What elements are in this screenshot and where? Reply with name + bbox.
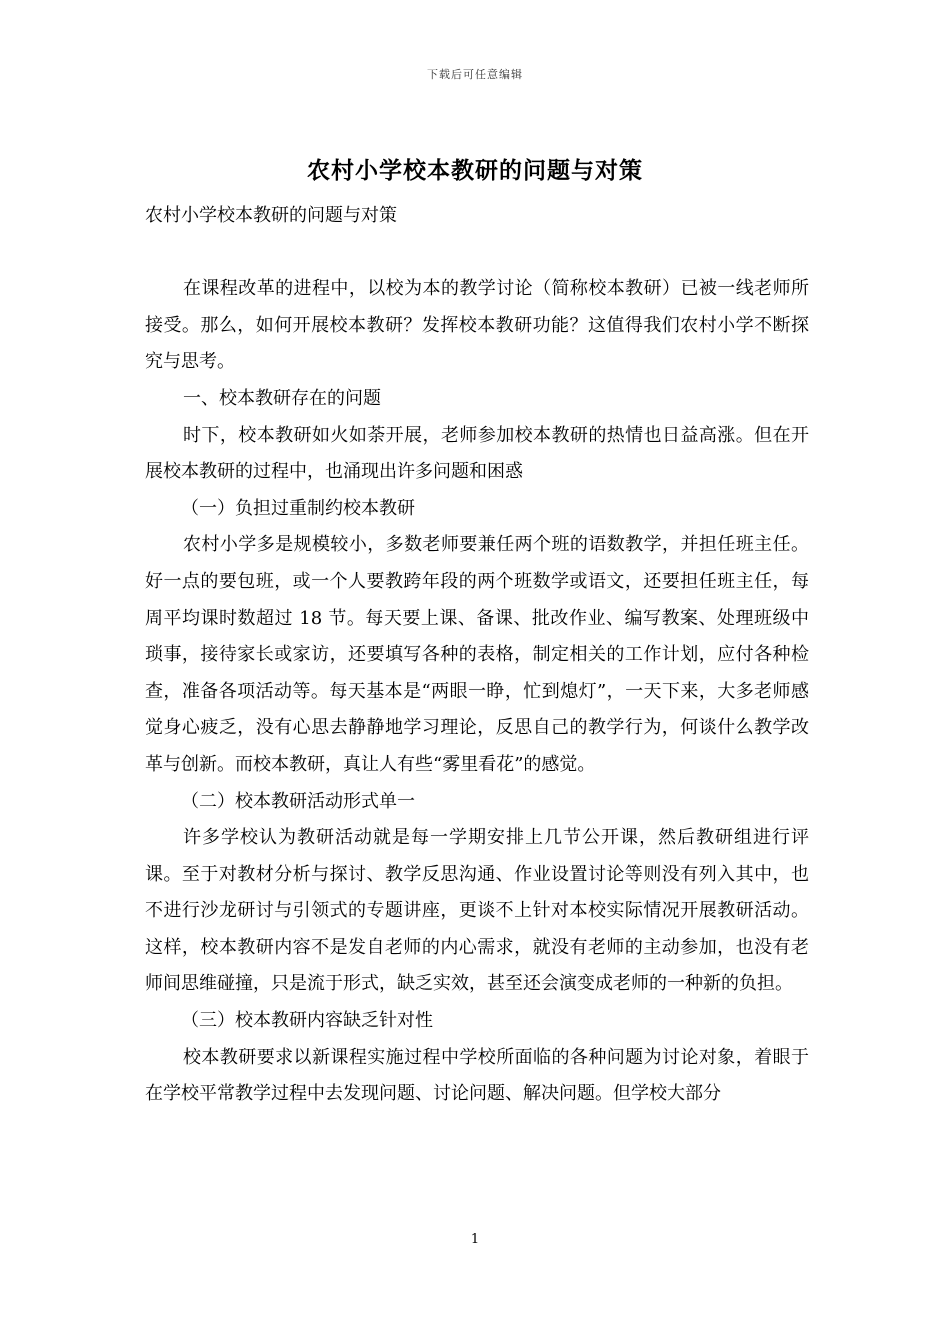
document-title: 农村小学校本教研的问题与对策 — [307, 157, 643, 184]
section-heading-1: 一、校本教研存在的问题 — [183, 387, 381, 409]
subsection-heading-3: （三）校本教研内容缺乏针对性 — [181, 1010, 433, 1032]
paragraph-intro: 在课程改革的进程中，以校为本的教学讨论（简称校本教研）已被一线老师所接受。那么，如何开展校本教研？发挥校本教研功能？这值得我们农村小学不断探究与思考。 — [145, 278, 809, 373]
header-note: 下载后可任意编辑 — [427, 68, 523, 81]
paragraph: 时下，校本教研如火如荼开展，老师参加校本教研的热情也日益高涨。但在开展校本教研的过程中，也涌现出许多问题和困惑 — [145, 424, 809, 483]
subsection-heading-1: （一）负担过重制约校本教研 — [181, 497, 415, 519]
document-subtitle: 农村小学校本教研的问题与对策 — [145, 205, 397, 226]
blank-line — [145, 235, 809, 272]
document-body — [145, 198, 809, 1113]
paragraph: 农村小学多是规模较小，多数老师要兼任两个班的语数教学，并担任班主任。好一点的要包班，或一个人要教跨年段的两个班数学或语文，还要担任班主任，每周平均课时数超过 18 节。每天要上课、备课、批改作业、编写教案、处理班级中琐事，接待家长或家访，还要填写各种的表格，制定相关的工作计划，应付各种检查，准备各项活动等。每天基本是“两眼一睁，忙到熄灯”，一天下来，大多老师感觉身心疲乏，没有心思去静静地学习理论，反思自己的教学行为，何谈什么教学改革与创新。而校本教研，真让人有些“雾里看花”的感觉。 — [145, 534, 809, 775]
page-number: 1 — [470, 1232, 480, 1247]
subsection-heading-2: （二）校本教研活动形式单一 — [181, 790, 415, 812]
paragraph: 校本教研要求以新课程实施过程中学校所面临的各种问题为讨论对象，着眼于在学校平常教学过程中去发现问题、讨论问题、解决问题。但学校大部分 — [145, 1046, 809, 1105]
paragraph: 许多学校认为教研活动就是每一学期安排上几节公开课，然后教研组进行评课。至于对教材分析与探讨、教学反思沟通、作业设置讨论等则没有列入其中，也不进行沙龙研讨与引领式的专题讲座，更谈不上针对本校实际情况开展教研活动。这样，校本教研内容不是发自老师的内心需求，就没有老师的主动参加，也没有老师间思维碰撞，只是流于形式，缺乏实效，甚至还会演变成老师的一种新的负担。 — [145, 827, 809, 995]
